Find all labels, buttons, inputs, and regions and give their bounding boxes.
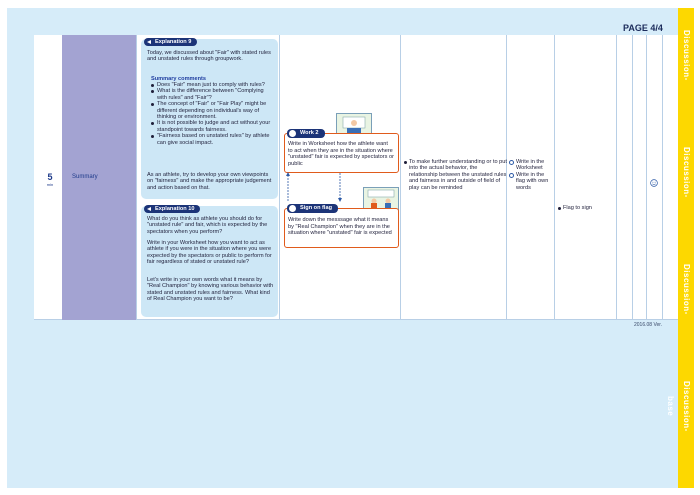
explanation-10-paragraph: Write in your Worksheet how you want to act as athlete if you were in the situation where you were expected by the spectators or public to perform for fair regardless of stated or unstated rule?	[147, 240, 272, 266]
sidebar-tab[interactable]: Discussion-	[682, 146, 691, 198]
person-icon	[289, 130, 296, 137]
explanation-10-label: Explanation 10	[144, 205, 200, 213]
summary-bullet: What is the difference between "Complying with rules" and "Fair"?	[151, 88, 271, 101]
column-divider	[400, 35, 401, 320]
summary-bullet: Does "Fair" mean just to comply with rules?	[151, 82, 271, 88]
sidebar-tab[interactable]: Discussion-base	[666, 380, 691, 432]
stage-cell	[62, 35, 136, 320]
page-number: PAGE 4/4	[623, 23, 663, 33]
summary-bullet: It is not possible to judge and act without your standpoint towards fairness.	[151, 120, 271, 133]
column-divider	[136, 35, 137, 320]
stage-label: Summary	[72, 174, 98, 180]
evaluation-item: Write in the Worksheet	[509, 159, 554, 172]
flag-icon	[289, 205, 296, 212]
duration	[43, 172, 57, 187]
sidebar-tab[interactable]: Discussion-	[682, 263, 691, 315]
explanation-10-paragraph: Let's write in your own words what it means by "Real Champion" by knowing various behavior with stated and unstated rules and fairness. What kind of Real Champion you want to be?	[147, 277, 274, 303]
summary-bullets	[151, 82, 271, 146]
lesson-table	[34, 35, 678, 320]
column-divider	[632, 35, 633, 320]
materials: Flag to sign	[558, 205, 619, 211]
duration-value: 5	[47, 172, 53, 182]
explanation-9-card	[141, 39, 278, 199]
sign-on-flag-label-text: Sign on flag	[300, 205, 333, 211]
sign-on-flag-label	[287, 204, 338, 213]
column-divider	[662, 35, 663, 320]
column-divider	[554, 35, 555, 320]
teacher-note: To make further understanding or to put into the actual behavior, the relationship between the unstated rules and fairness in and outside of field of play can be reminded	[404, 159, 507, 191]
work-2-label-text: Work 2	[300, 130, 319, 136]
evaluation-list	[509, 159, 554, 191]
sign-on-flag-box	[284, 205, 399, 248]
sidebar-tab[interactable]: Discussion-	[682, 29, 691, 81]
summary-bullet: The concept of "Fair" or "Fair Play" might be different depending on individual's way of thinking or environment.	[151, 101, 271, 120]
summary-comments-title: Summary comments	[151, 76, 207, 82]
column-divider	[616, 35, 617, 320]
work-2-text: Write in Worksheet how the athlete want to act when they are in the situation where "unstated" fair is expected by spectators or public	[288, 141, 394, 167]
evaluation-item: Write in the flag with own words	[509, 172, 554, 191]
smiley-icon	[650, 174, 658, 192]
work-2-label	[287, 129, 325, 138]
column-divider	[646, 35, 647, 320]
explanation-9-closing: As an athlete, try to develop your own viewpoints on "fairness" and make the appropriate judgement and action based on that.	[147, 172, 272, 191]
connector-arrows	[284, 171, 354, 203]
explanation-10-paragraph: What do you think as athlete you should do for "unstated rule" and fair, which is expected by the spectators when you perform?	[147, 216, 268, 235]
summary-bullet: "Fairness based on unstated rules" by athlete can give social impact.	[151, 133, 271, 146]
sidebar	[666, 8, 694, 488]
column-divider	[279, 35, 280, 320]
explanation-9-label: Explanation 9	[144, 38, 197, 46]
sign-on-flag-text: Write down the messsage what it means by "Real Champion" when they are in the situation where "unstated" fair is expected	[288, 217, 392, 237]
work-2-box	[284, 130, 399, 173]
duration-unit: min	[46, 182, 54, 187]
explanation-10-card	[141, 206, 278, 317]
explanation-9-intro: Today, we discussed about "Fair" with stated rules and unstated rules through groupwork.	[147, 50, 271, 63]
version-label: 2016.08 Ver.	[634, 322, 663, 328]
